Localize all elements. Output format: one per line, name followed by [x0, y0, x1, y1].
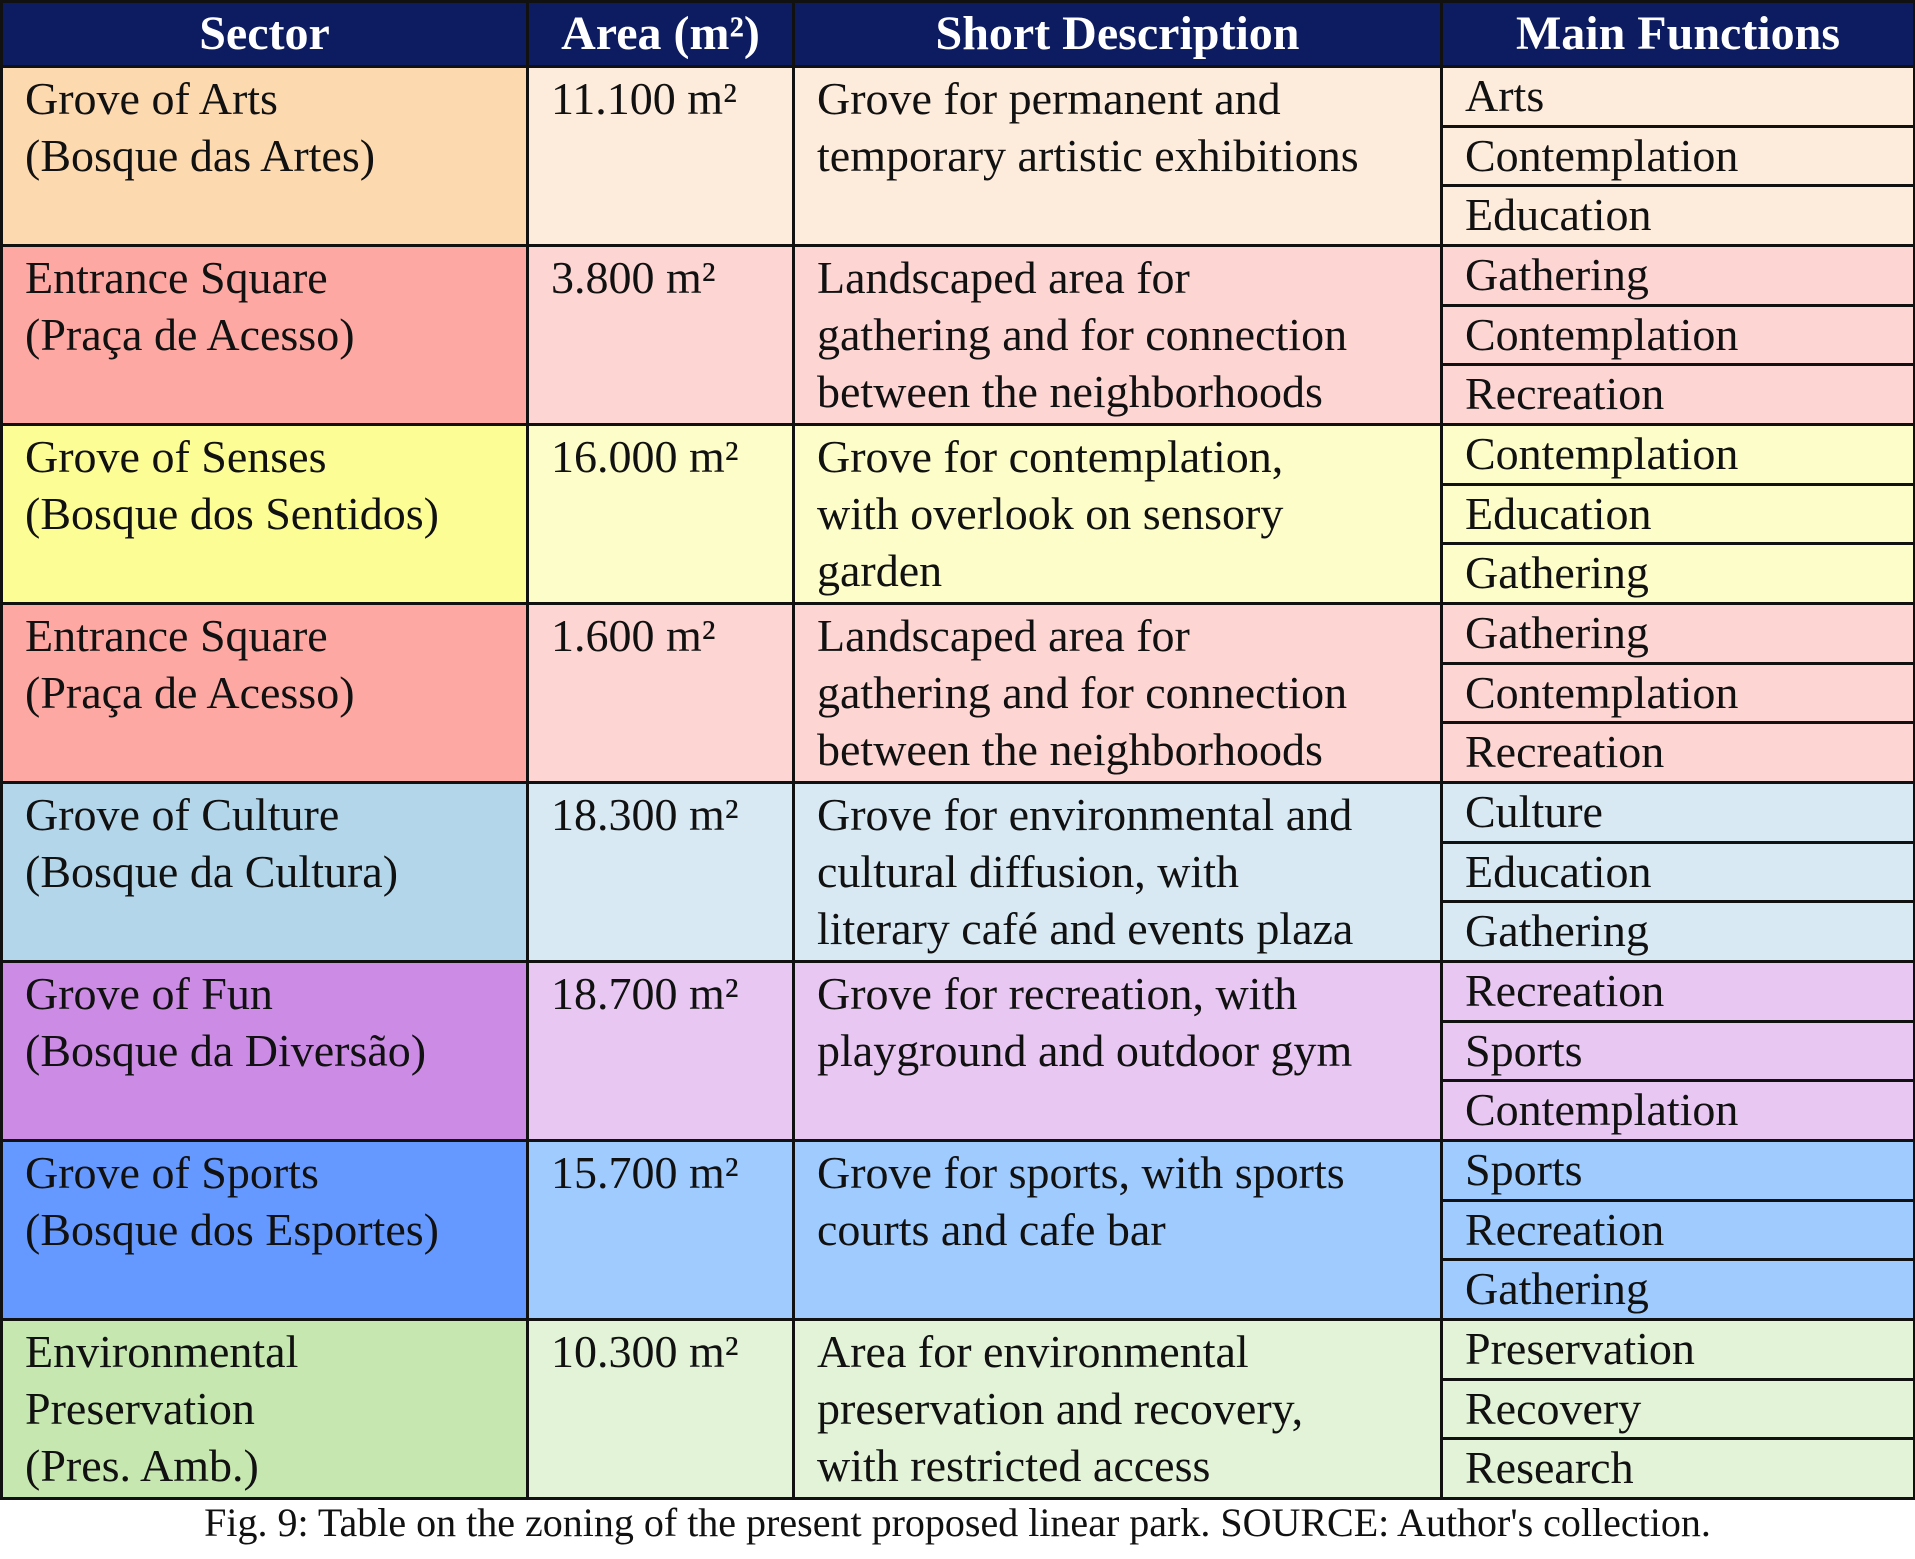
description-line: temporary artistic exhibitions [817, 130, 1359, 181]
function-item: Contemplation [1443, 665, 1913, 725]
header-description: Short Description [794, 2, 1442, 67]
header-sector: Sector [2, 2, 528, 67]
function-item: Education [1443, 844, 1913, 904]
description-line: cultural diffusion, with [817, 846, 1240, 897]
header-row [2, 2, 1915, 67]
description-cell [794, 962, 1442, 1141]
table-row [2, 246, 1915, 425]
function-item: Gathering [1465, 547, 1649, 599]
description-line: between the neighborhoods [817, 366, 1323, 417]
functions-cell [1442, 67, 1915, 246]
description-line: literary café and events plaza [817, 903, 1354, 954]
sector-name-line: (Bosque da Cultura) [25, 846, 399, 897]
description-line: Grove for environmental and [817, 789, 1353, 840]
sector-name-line: Grove of Fun [25, 968, 273, 1019]
table-row [2, 783, 1915, 962]
description-line: preservation and recovery, [817, 1383, 1304, 1434]
description-line: courts and cafe bar [817, 1204, 1166, 1255]
description-line: Grove for sports, with sports [817, 1147, 1345, 1198]
function-item: Gathering [1443, 247, 1913, 307]
function-item: Arts [1443, 68, 1913, 128]
area-value: 16.000 m² [551, 431, 739, 482]
sector-name-line: (Praça de Acesso) [25, 309, 355, 360]
description-cell [794, 425, 1442, 604]
sector-name-line: (Bosque dos Sentidos) [25, 488, 439, 539]
function-item: Recreation [1465, 368, 1665, 420]
functions-cell [1442, 1141, 1915, 1320]
description-cell [794, 1320, 1442, 1499]
functions-cell [1442, 246, 1915, 425]
description-line: playground and outdoor gym [817, 1025, 1353, 1076]
table-body [2, 67, 1915, 1499]
description-line: Area for environmental [817, 1326, 1249, 1377]
description-line: gathering and for connection [817, 309, 1348, 360]
function-item: Gathering [1465, 905, 1649, 957]
area-cell [528, 67, 794, 246]
area-cell [528, 1141, 794, 1320]
sector-cell [2, 1320, 528, 1499]
sector-name-line: Grove of Culture [25, 789, 340, 840]
functions-cell [1442, 783, 1915, 962]
table-row [2, 604, 1915, 783]
function-item: Recovery [1443, 1381, 1913, 1441]
functions-cell [1442, 425, 1915, 604]
area-value: 3.800 m² [551, 252, 716, 303]
functions-list [1443, 68, 1913, 244]
area-cell [528, 783, 794, 962]
sector-cell [2, 1141, 528, 1320]
sector-cell [2, 425, 528, 604]
table-header [2, 2, 1915, 67]
description-line: Landscaped area for [817, 252, 1190, 303]
functions-cell [1442, 604, 1915, 783]
sector-name-line: Grove of Sports [25, 1147, 319, 1198]
description-line: with restricted access [817, 1440, 1211, 1491]
sector-name-line: Grove of Arts [25, 73, 278, 124]
header-area: Area (m²) [528, 2, 794, 67]
sector-name-line: Environmental [25, 1326, 299, 1377]
function-item: Recreation [1443, 963, 1913, 1023]
function-item: Gathering [1443, 605, 1913, 665]
sector-cell [2, 246, 528, 425]
area-cell [528, 604, 794, 783]
sector-name-line: Grove of Senses [25, 431, 327, 482]
function-item: Contemplation [1443, 128, 1913, 188]
description-line: Landscaped area for [817, 610, 1190, 661]
description-line: gathering and for connection [817, 667, 1348, 718]
function-item: Sports [1443, 1142, 1913, 1202]
sector-name-line: Entrance Square [25, 252, 328, 303]
functions-list [1443, 426, 1913, 602]
description-line: Grove for contemplation, [817, 431, 1284, 482]
function-item: Recreation [1443, 1202, 1913, 1262]
function-item: Sports [1443, 1023, 1913, 1083]
function-item: Education [1443, 486, 1913, 546]
function-item: Gathering [1465, 1263, 1649, 1315]
functions-cell [1442, 962, 1915, 1141]
table-row [2, 1320, 1915, 1499]
sector-cell [2, 783, 528, 962]
description-line: garden [817, 545, 943, 596]
description-cell [794, 604, 1442, 783]
description-cell [794, 783, 1442, 962]
function-item: Contemplation [1465, 1084, 1739, 1136]
sector-name-line: Entrance Square [25, 610, 328, 661]
area-value: 15.700 m² [551, 1147, 739, 1198]
sector-name-line: (Bosque dos Esportes) [25, 1204, 439, 1255]
functions-list [1443, 605, 1913, 781]
sector-name-line: (Pres. Amb.) [25, 1440, 259, 1491]
sector-name-line: (Bosque da Diversão) [25, 1025, 427, 1076]
area-value: 11.100 m² [551, 73, 737, 124]
area-cell [528, 425, 794, 604]
table-row [2, 1141, 1915, 1320]
area-cell [528, 246, 794, 425]
sector-cell [2, 604, 528, 783]
sector-cell [2, 67, 528, 246]
table-row [2, 962, 1915, 1141]
description-cell [794, 1141, 1442, 1320]
description-line: between the neighborhoods [817, 724, 1323, 775]
functions-list [1443, 963, 1913, 1139]
description-cell [794, 246, 1442, 425]
sector-name-line: (Bosque das Artes) [25, 130, 376, 181]
function-item: Education [1465, 189, 1652, 241]
header-functions: Main Functions [1442, 2, 1915, 67]
function-item: Preservation [1443, 1321, 1913, 1381]
description-cell [794, 67, 1442, 246]
description-line: Grove for permanent and [817, 73, 1281, 124]
sector-name-line: Preservation [25, 1383, 255, 1434]
function-item: Culture [1443, 784, 1913, 844]
function-item: Contemplation [1443, 426, 1913, 486]
function-item: Recreation [1465, 726, 1665, 778]
sector-cell [2, 962, 528, 1141]
area-value: 18.700 m² [551, 968, 739, 1019]
function-item: Research [1465, 1442, 1634, 1494]
area-cell [528, 1320, 794, 1499]
functions-cell [1442, 1320, 1915, 1499]
functions-list [1443, 247, 1913, 423]
functions-list [1443, 1142, 1913, 1318]
function-item: Contemplation [1443, 307, 1913, 367]
description-line: with overlook on sensory [817, 488, 1284, 539]
area-value: 18.300 m² [551, 789, 739, 840]
area-value: 10.300 m² [551, 1326, 739, 1377]
area-value: 1.600 m² [551, 610, 716, 661]
table-row [2, 425, 1915, 604]
figure-caption: Fig. 9: Table on the zoning of the present proposed linear park. SOURCE: Author's collection. [204, 1500, 1711, 1545]
description-line: Grove for recreation, with [817, 968, 1298, 1019]
sector-name-line: (Praça de Acesso) [25, 667, 355, 718]
area-cell [528, 962, 794, 1141]
functions-list [1443, 784, 1913, 960]
functions-list [1443, 1321, 1913, 1497]
table-row [2, 67, 1915, 246]
